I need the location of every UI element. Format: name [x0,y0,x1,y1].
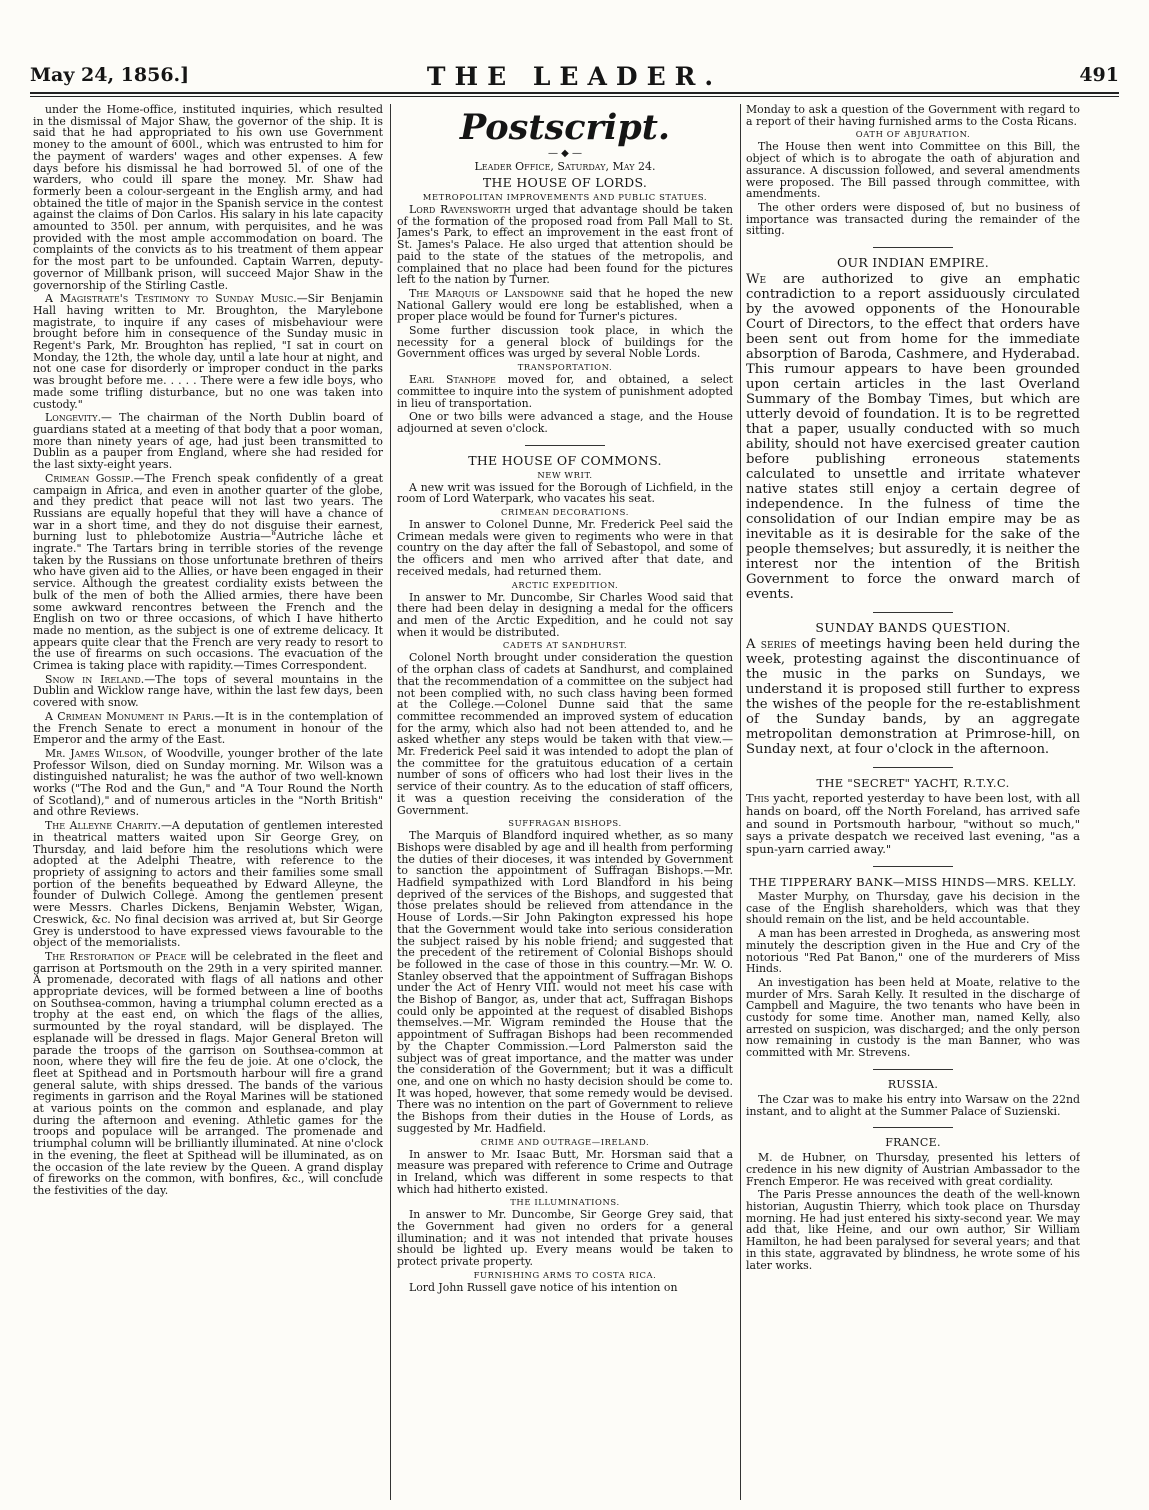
subheading: ARCTIC EXPEDITION. [511,579,619,590]
paragraph: One or two bills were advanced a stage, and the House adjourned at seven o'clock. [397,410,733,435]
ornament-divider: — ◆ — [547,148,583,159]
masthead-rule [30,92,1119,94]
paragraph: This yacht, reported yesterday to have been lost, with all hands on board, off the North Foreland, has arrived safe and sound in Portsmouth harbour, "without so much," says a private despatch we received last evening, "as a spun-yarn carried away." [746,791,1080,857]
column-3 [746,104,1080,1500]
paragraph: In answer to Mr. Isaac Butt, Mr. Horsman said that a measure was prepared with reference to Crime and Outrage in Ireland, which was different in some respects to that which had hitherto existed. [397,1147,733,1196]
heading-house-of-lords: THE HOUSE OF LORDS. [482,175,648,190]
paragraph: Master Murphy, on Thursday, gave his decision in the case of the English shareholders, which was that they should remain on the list, and be held accountable. [746,890,1080,927]
paragraph: The Alleyne Charity.—A deputation of gentlemen interested in theatrical matters waited upon Sir George Grey, on Thursday, and laid before him the resolutions which were adopted at the Adelphi Theatre, with reference to the propriety of assigning to actors and their families some small portion of the benefits bequeathed by Edward Alleyne, the founder of Dulwich College. Among the gentlemen present were Messrs. Charles Dickens, Benjamin Webster, Wigan, Creswick, &c. No final decision was arrived at, but Sir George Grey is understood to have expressed views favourable to the object of the memorialists. [33,819,383,950]
heading-secret-yacht: THE "SECRET" YACHT, R.T.Y.C. [816,776,1010,791]
heading-france: FRANCE. [885,1136,941,1150]
column-divider [390,104,391,1500]
paragraph: The Restoration of Peace will be celebrated in the fleet and garrison at Portsmouth on the 29th in a very spirited manner. A promenade, decorated with flags of all nations and other appropriate devices, will be formed between a line of booths on Southsea-common, having a triumphal column erected as a trophy at the east end, on which the flags of the allies, surmounted by the royal standard, will be displayed. The esplanade will be dressed in flags. Major General Breton will parade the troops of the garrison on Southsea-common at noon, where they will fire the feu de joie. At one o'clock, the fleet at Spithead and in Portsmouth harbour will fire a grand general salute, with ships dressed. The bands of the various regiments in garrison and the Royal Marines will be stationed at various points on the common and esplanade, and play during the afternoon and evening. Athletic games for the troops and populace will be arranged. The promenade and triumphal column will be brilliantly illuminated. At nine o'clock in the evening, the fleet at Spithead will be illuminated, as on the occasion of the late review by the Queen. A grand display of fireworks on the common, with bonfires, &c., will conclude the festivities of the day. [33,949,383,1197]
heading-house-of-commons: THE HOUSE OF COMMONS. [468,452,662,468]
issue-date: May 24, 1856.] [30,64,190,86]
subheading: METROPOLITAN IMPROVEMENTS AND PUBLIC STATUES. [422,192,708,202]
subheading: CRIME AND OUTRAGE—IRELAND. [480,1136,650,1147]
section-rule [873,1127,953,1128]
section-rule [873,1069,953,1070]
subheading: FURNISHING ARMS TO COSTA RICA. [473,1269,657,1280]
paragraph: Snow in Ireland.—The tops of several mountains in the Dublin and Wicklow range have, within the last few days, been covered with snow. [33,672,383,710]
subheading: OATH OF ABJURATION. [855,129,971,140]
subheading: SUFFRAGAN BISHOPS. [508,818,622,829]
heading-russia: RUSSIA. [887,1077,939,1091]
newspaper-title: THE LEADER. [426,62,723,91]
paragraph: The Czar was to make his entry into Warsaw on the 22nd instant, and to alight at the Summer Palace of Suzienski. [746,1092,1080,1118]
subheading: THE ILLUMINATIONS. [510,1197,620,1208]
column-1 [33,104,383,1500]
paragraph: In answer to Mr. Duncombe, Sir Charles Wood said that there had been delay in designing a medal for the officers and men of the Arctic Expedition, and he could not say when it would be distributed. [397,590,733,639]
paragraph: The Paris Presse announces the death of the well-known historian, Augustin Thierry, which took place on Thursday morning. He had just entered his sixty-second year. We may add that, like Heine, and our own author, Sir William Hamilton, he had been paralysed for several years; and that in this state, aggravated by blindness, he wrote some of his later works. [746,1188,1080,1272]
masthead [30,62,1119,94]
paragraph: Some further discussion took place, in which the necessity for a general block of buildings for the Government offices was urged by several Noble Lords. [397,324,733,361]
section-rule [525,445,605,446]
column-2 [397,104,733,1500]
paragraph: Mr. James Wilson, of Woodville, younger brother of the late Professor Wilson, died on Sunday morning. Mr. Wilson was a distinguished naturalist; he was the author of two well-known works ("The Rod and the Gun," and "A Tour Round the North of Scotland)," and of numerous articles in the "North British" and othre Reviews. [33,746,383,819]
paragraph: Monday to ask a question of the Government with regard to a report of their having furnished arms to the Costa Ricans. [746,104,1080,128]
section-title-postscript: Postscript. [459,107,671,148]
paragraph: A man has been arrested in Drogheda, as answering most minutely the description given in the Hue and Cry of the notorious "Red Pat Banon," one of the murderers of Miss Hinds. [746,927,1080,976]
paragraph: In answer to Mr. Duncombe, Sir George Grey said, that the Government had given no orders for a general illumination; and it was not intended that private houses should be lighted up. Every means would be taken to protect private property. [397,1208,733,1269]
paragraph: Earl Stanhope moved for, and obtained, a select committee to inquire into the system of punishment adopted in lieu of transportation. [397,373,733,410]
paragraph: The Marquis of Lansdowne said that he hoped the new National Gallery would ere long be established, when a proper place would be found for Turner's pictures. [397,286,733,324]
paragraph: under the Home-office, instituted inquiries, which resulted in the dismissal of Major Shaw, the governor of the ship. It is said that he had appropriated to his own use Government money to the amount of 600l., which was entrusted to him for the payment of warders' wages and other expenses. A few days before his dismissal he had borrowed 5l. of one of the warders, who could ill spare the money. Mr. Shaw had formerly been a colour-sergeant in the English army, and had obtained the title of major in the Spanish service in the contest against the claims of Don Carlos. His salary in his late capacity amounted to 350l. per annum, with perquisites, and he was provided with the most ample accommodation on board. The complaints of the convicts as to his treatment of them appear for the most part to be unfounded. Captain Warren, deputy-governor of Millbank prison, will succeed Major Shaw in the governorship of the Stirling Castle. [33,104,383,292]
paragraph: A series of meetings having been held during the week, protesting against the discontinuance of the music in the parks on Sundays, we understand it is proposed still further to express the wishes of the people for the re-establishment of the Sunday bands, by an aggregate metropolitan demonstration at Primrose-hill, on Sunday next, at four o'clock in the afternoon. [746,637,1080,758]
paragraph: The Marquis of Blandford inquired whether, as so many Bishops were disabled by age and ill health from performing the duties of their dioceses, it was intended by Government to sanction the appointment of Suffragan Bishops.—Mr. Hadfield sympathized with Lord Blandford in his being deprived of the services of the Bishops, and suggested that those prelates should be relieved from attendance in the House of Lords.—Sir John Pakington expressed his hope that the Government would take into serious consideration the subject raised by his noble friend; and suggested that the precedent of the retirement of Colonial Bishops should be followed in the case of those in this country.—Mr. W. O. Stanley observed that the appointment of Suffragan Bishops under the Act of Henry VIII. would not meet his case with the Bishop of Bangor, as, under that act, Suffragan Bishops could only be appointed at the request of disabled Bishops themselves.—Mr. Wigram reminded the House that the appointment of Suffragan Bishops had been recommended by the Chapter Commission.—Lord Palmerston said the subject was of great importance, and the matter was under the consideration of the Government; but it was a difficult one, and one on which no hasty decision should be come to. It was hoped, however, that some remedy would be devised. There was no intention on the part of Government to relieve the Bishops from their duties in the House of Lords, as suggested by Mr. Hadfield. [397,829,733,1135]
paragraph: Lord Ravensworth urged that advantage should be taken of the formation of the proposed road from Pall Mall to St. James's Park, to effect an improvement in the east front of St. James's Palace. He also urged that attention should be paid to the state of the statues of the metropolis, and complained that no place had been found for the pictures left to the nation by Turner. [397,203,733,287]
paragraph: A Magistrate's Testimony to Sunday Music.—Sir Benjamin Hall having written to Mr. Broughton, the Marylebone magistrate, to inquire if any cases of misbehaviour were brought before him in consequence of the Sunday music in Regent's Park, Mr. Broughton has replied, "I sat in court on Monday, the 12th, the whole day, until a late hour at night, and not one case for disorderly or improper conduct in the parks was brought before me. . . . . There were a few idle boys, who made some trifling disturbance, but no one was taken into custody." [33,292,383,411]
page-number: 491 [1079,64,1119,86]
subheading: NEW WRIT. [537,469,593,480]
paragraph: Lord John Russell gave notice of his intention on [409,1280,678,1294]
paragraph: The House then went into Committee on this Bill, the object of which is to abrogate the oath of abjuration and assurance. A discussion followed, and several amendments were proposed. The Bill passed through committee, with amendments. [746,140,1080,201]
paragraph: Colonel North brought under consideration the question of the orphan class of cadets at Sandhurst, and complained that the recommendation of a committee on the subject had not been complied with, no such class having been formed at the College.—Colonel Dunne said that the same committee recommended an improved system of education for the army, which also had not been attended to, and he asked whether any steps would be taken with that view.—Mr. Frederick Peel said it was intended to adopt the plan of the committee for the gratuitous education of a certain number of sons of officers who had lost their lives in the service of their country. As to the education of staff officers, it was a question receiving the consideration of the Government. [397,651,733,817]
subheading: CADETS AT SANDHURST. [502,640,628,651]
subheading: CRIMEAN DECORATIONS. [501,507,629,518]
paragraph: An investigation has been held at Moate, relative to the murder of Mrs. Sarah Kelly. It resulted in the discharge of Campbell and Maguire, the two tenants who have been in custody for some time. Another man, named Kelly, also arrested on suspicion, was discharged; and the only person now remaining in custody is the man Banner, who was committed with Mr. Strevens. [746,975,1080,1060]
paragraph: The other orders were disposed of, but no business of importance was transacted during the remainder of the sitting. [746,200,1080,238]
dateline: Leader Office, Saturday, May 24. [474,160,656,173]
masthead-rule-thin [30,96,1119,97]
paragraph: M. de Hubner, on Thursday, presented his letters of credence in his new dignity of Austrian Ambassador to the French Emperor. He was received with great cordiality. [746,1151,1080,1188]
heading-tipperary-bank: THE TIPPERARY BANK—MISS HINDS—MRS. KELLY. [749,875,1077,890]
section-rule [873,866,953,867]
column-divider [740,104,741,1500]
paragraph: We are authorized to give an emphatic contradiction to a report assiduously circulated by the avowed opponents of the Honourable Court of Directors, to the effect that orders have been sent out from home for the immediate absorption of Baroda, Cashmere, and Hyderabad. This rumour appears to have been grounded upon certain articles in the last Overland Summary of the Bombay Times, but which are utterly devoid of foundation. It is to be regretted that a paper, usually conducted with so much ability, should not have exercised greater caution before publishing erroneous statements calculated to unsettle and irritate whatever native states still enjoy a certain degree of independence. In the fulness of time the consolidation of our Indian empire may be as inevitable as it is desirable for the sake of the people themselves; but assuredly, it is neither the interest nor the intention of the British Government to force the onward march of events. [746,272,1080,603]
paragraph: In answer to Colonel Dunne, Mr. Frederick Peel said the Crimean medals were given to regiments who were in that country on the day after the fall of Sebastopol, and some of the officers and men who arrived after that date, and received medals, had returned them. [397,518,733,578]
paragraph: Longevity.— The chairman of the North Dublin board of guardians stated at a meeting of that body that a poor woman, more than ninety years of age, had just been transmitted to Dublin as a pauper from England, where she had resided for the last sixty-eight years. [33,411,383,472]
section-rule [873,767,953,768]
section-rule [873,247,953,248]
paragraph: A Crimean Monument in Paris.—It is in the contemplation of the French Senate to erect a monument in honour of the Emperor and the army of the East. [33,709,383,747]
subheading: TRANSPORTATION. [517,362,613,373]
heading-sunday-bands: SUNDAY BANDS QUESTION. [815,620,1011,636]
section-rule [873,612,953,613]
paragraph: Crimean Gossip.—The French speak confidently of a great campaign in Africa, and even in another quarter of the globe, and they predict that peace will not last two years. The Russians are equally hopeful that they will have a chance of war in a short time, and they do not disguise their earnest, burning lust to phlebotomize Austria—"Autriche lâche et ingrate." The Tartars bring in terrible stories of the revenge taken by the Russians on those unfortunate brethren of theirs who have given aid to the Allies, or have been engaged in their service. Although the greatest cordiality exists between the bulk of the men of both the Allied armies, there have been some awkward rencontres between the French and the English on two or three occasions, of which I have hitherto made no mention, as the subject is one of extreme delicacy. It appears quite clear that the French are very ready to resort to the use of firearms on such occasions. The evacuation of the Crimea is taking place with rapidity.—Times Correspondent. [33,471,383,673]
paragraph: A new writ was issued for the Borough of Lichfield, in the room of Lord Waterpark, who vacates his seat. [397,480,733,506]
heading-indian-empire: OUR INDIAN EMPIRE. [836,255,990,271]
